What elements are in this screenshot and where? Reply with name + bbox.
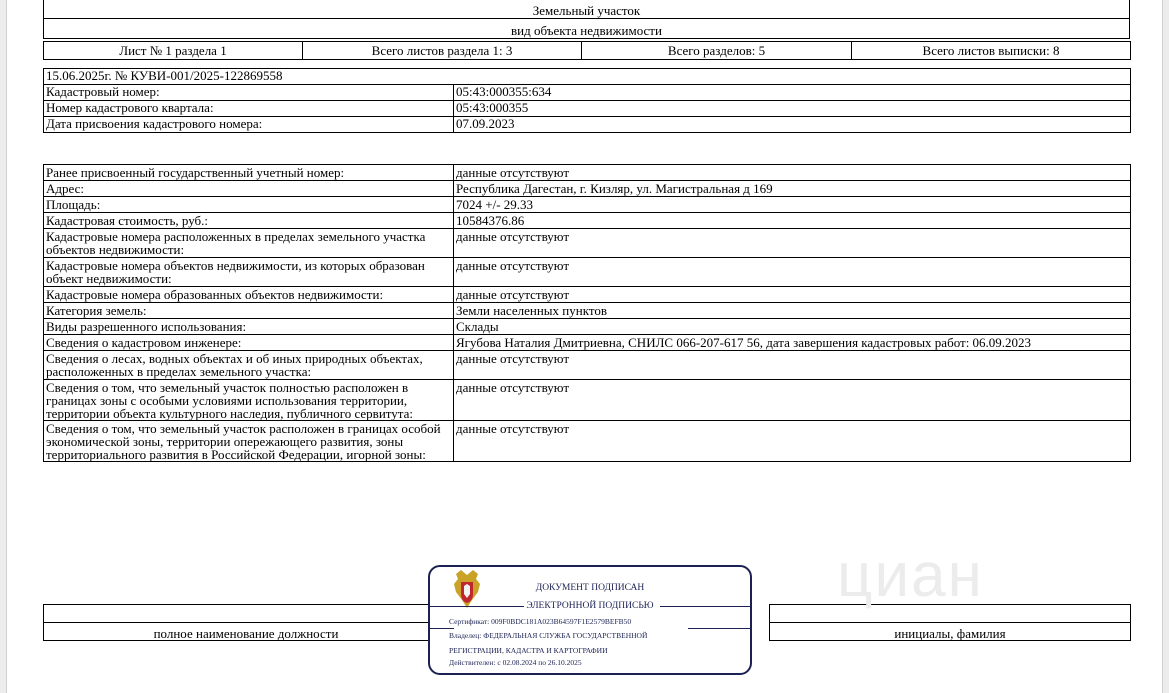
row-value: данные отсутствуют: [454, 258, 1131, 287]
name-caption: инициалы, фамилия: [770, 623, 1131, 641]
table-row: [44, 197, 1131, 213]
sheet-number: Лист № 1 раздела 1: [44, 42, 303, 60]
row-value: данные отсутствуют: [454, 351, 1131, 380]
object-type-table: [43, 0, 1130, 39]
table-row: [44, 165, 1131, 181]
registration-table: [43, 68, 1131, 133]
object-type: Земельный участок: [44, 0, 1130, 19]
row-value: данные отсутствуют: [454, 380, 1131, 421]
row-label: Категория земель:: [44, 303, 454, 319]
row-label: Площадь:: [44, 197, 454, 213]
cadastral-quarter: 05:43:000355: [454, 101, 1131, 117]
row-value: Земли населенных пунктов: [454, 303, 1131, 319]
row-value: Склады: [454, 319, 1131, 335]
table-row: [44, 335, 1131, 351]
properties-table: [43, 164, 1131, 462]
table-row: [44, 181, 1131, 197]
cadastral-number: 05:43:000355:634: [454, 85, 1131, 101]
extract-date-number: 15.06.2025г. № КУВИ-001/2025-122869558: [44, 69, 1131, 85]
row-label: Сведения о лесах, водных объектах и об иных природных объектах, расположенных в пределах земельного участка:: [44, 351, 454, 380]
assignment-date: 07.09.2023: [454, 117, 1131, 133]
extract-sheets-total: Всего листов выписки: 8: [852, 42, 1131, 60]
table-row: [44, 287, 1131, 303]
row-label: Сведения о кадастровом инженере:: [44, 335, 454, 351]
table-row: [44, 421, 1131, 462]
row-label: Виды разрешенного использования:: [44, 319, 454, 335]
row-value: данные отсутствуют: [454, 287, 1131, 303]
row-value: 7024 +/- 29.33: [454, 197, 1131, 213]
row-value: Республика Дагестан, г. Кизляр, ул. Магистральная д 169: [454, 181, 1131, 197]
watermark: циан: [837, 541, 984, 610]
object-kind-caption: вид объекта недвижимости: [44, 19, 1130, 39]
stamp-title-line2: ЭЛЕКТРОННОЙ ПОДПИСЬЮ: [526, 601, 654, 611]
section-sheets-total: Всего листов раздела 1: 3: [303, 42, 582, 60]
stamp-validity: Действителен: с 02.08.2024 по 26.10.2025: [449, 658, 582, 667]
row-value: данные отсутствуют: [454, 165, 1131, 181]
table-row: [44, 319, 1131, 335]
row-label: Сведения о том, что земельный участок полностью расположен в границах зоны с особыми условиями использования территории, территории объекта культурного наследия, публичного сервитута:: [44, 380, 454, 421]
row-label: Адрес:: [44, 181, 454, 197]
row-label: Кадастровая стоимость, руб.:: [44, 213, 454, 229]
table-row: [44, 85, 1131, 101]
row-value: 10584376.86: [454, 213, 1131, 229]
row-label: Кадастровые номера объектов недвижимости, из которых образован объект недвижимости:: [44, 258, 454, 287]
table-row: [44, 117, 1131, 133]
table-row: [44, 303, 1131, 319]
position-caption: полное наименование должности: [44, 623, 449, 641]
row-label: Кадастровый номер:: [44, 85, 454, 101]
row-label: Кадастровые номера образованных объектов недвижимости:: [44, 287, 454, 303]
table-row: [44, 213, 1131, 229]
table-row: [44, 229, 1131, 258]
stamp-title-line1: ДОКУМЕНТ ПОДПИСАН: [535, 583, 645, 593]
row-label: Ранее присвоенный государственный учетный номер:: [44, 165, 454, 181]
row-label: Сведения о том, что земельный участок расположен в границах особой экономической зоны, территории опережающего развития, зоны территориального развития в Российской Федерации, игорной зоны:: [44, 421, 454, 462]
sheet-info-table: [43, 41, 1131, 60]
row-value: данные отсутствуют: [454, 229, 1131, 258]
document-page: [6, 0, 1163, 693]
table-row: [44, 101, 1131, 117]
table-row: [44, 258, 1131, 287]
row-label: Номер кадастрового квартала:: [44, 101, 454, 117]
row-label: Дата присвоения кадастрового номера:: [44, 117, 454, 133]
e-signature-stamp: [428, 565, 752, 675]
row-value: данные отсутствуют: [454, 421, 1131, 462]
table-row: [44, 351, 1131, 380]
row-label: Кадастровые номера расположенных в пределах земельного участка объектов недвижимости:: [44, 229, 454, 258]
sections-total: Всего разделов: 5: [582, 42, 852, 60]
row-value: Ягубова Наталия Дмитриевна, СНИЛС 066-207-617 56, дата завершения кадастровых работ: 06.09.2023: [454, 335, 1131, 351]
position-field: [44, 605, 449, 623]
table-row: [44, 380, 1131, 421]
stamp-owner-line2: РЕГИСТРАЦИИ, КАДАСТРА И КАРТОГРАФИИ: [449, 646, 608, 655]
stamp-certificate: Сертификат: 009F0BDC181A023B64597F1E2579BEFB50: [449, 617, 632, 626]
stamp-owner-line1: Владелец: ФЕДЕРАЛЬНАЯ СЛУЖБА ГОСУДАРСТВЕННОЙ: [449, 631, 648, 640]
